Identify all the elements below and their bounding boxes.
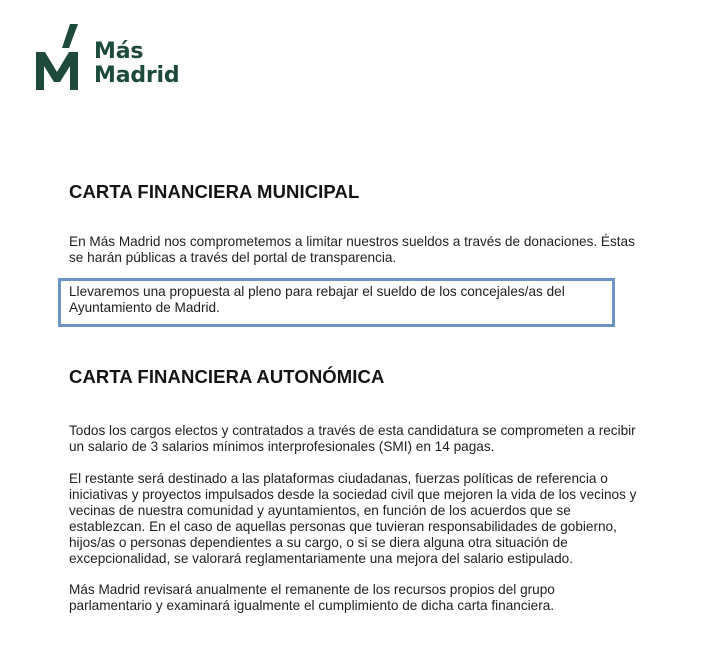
logo-line-2: Madrid [94,63,180,88]
municipal-paragraph-1: En Más Madrid nos comprometemos a limitar nuestros sueldos a través de donaciones. Éstas se harán públicas a través del portal de transparencia. [69,234,635,265]
municipal-highlighted-paragraph: Llevaremos una propuesta al pleno para rebajar el sueldo de los concejales/as del Ayuntamiento de Madrid. [69,284,565,315]
autonomica-paragraph-3: Más Madrid revisará anualmente el remanente de los recursos propios del grupo parlamentario y examinará igualmente el cumplimiento de dicha carta financiera. [69,582,555,613]
logo-line-1: Más [94,39,144,64]
section-title-autonomica: CARTA FINANCIERA AUTONÓMICA [69,366,385,387]
section-title-municipal: CARTA FINANCIERA MUNICIPAL [69,181,360,202]
mas-madrid-logo [36,22,196,94]
autonomica-paragraph-1: Todos los cargos electos y contratados a través de esta candidatura se comprometen a recibir un salario de 3 salarios mínimos interprofesionales (SMI) en 14 pagas. [69,423,636,454]
mas-madrid-m-logo-icon [36,22,86,92]
autonomica-paragraph-2: El restante será destinado a las plataformas ciudadanas, fuerzas políticas de referencia o iniciativas y proyectos impulsados desde la sociedad civil que mejoren la vida de los vecinos y vecinas de nuestra comunidad y ayuntamientos, en función de los acuerdos que se establezcan. En el caso de aquellas personas que tuvieran responsabilidades de gobierno, hijos/as o personas dependientes a su cargo, o si se diera alguna otra situación de excepcionalidad, se valorará reglamentariamente una mejora del salario estipulado. [69,471,637,566]
logo-wordmark [94,40,179,88]
